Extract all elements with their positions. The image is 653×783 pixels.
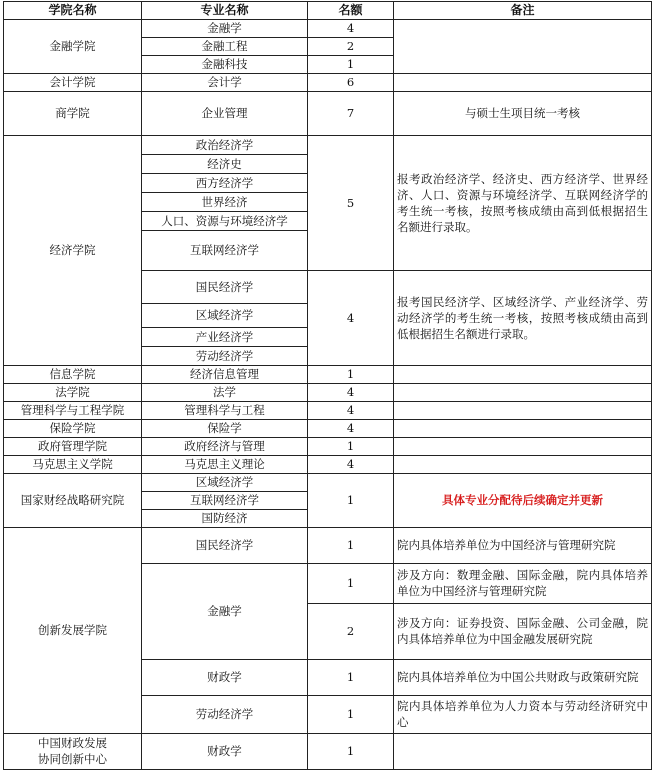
note-cell [394, 383, 652, 401]
table-row [4, 437, 652, 455]
note-cell [394, 695, 652, 733]
quota-cell: 7 [308, 91, 394, 135]
header-row [4, 2, 652, 20]
major-cell: 法学 [142, 383, 308, 401]
note-cell [394, 73, 652, 91]
note-text: 涉及方向：证券投资、国际金融、公司金融，院内具体培养单位为中国金融发展研究院 [397, 616, 648, 647]
note-cell [394, 19, 652, 73]
table-row [4, 527, 652, 563]
major-cell: 金融学 [142, 19, 308, 37]
note-cell [394, 603, 652, 659]
table-row [4, 91, 652, 135]
quota-cell: 1 [308, 733, 394, 769]
note-cell [394, 135, 652, 270]
header-note: 备注 [394, 2, 652, 20]
header-quota: 名额 [308, 2, 394, 20]
quota-cell: 4 [308, 383, 394, 401]
major-cell: 管理科学与工程 [142, 401, 308, 419]
quota-cell: 1 [308, 695, 394, 733]
college-cell: 创新发展学院 [4, 527, 142, 733]
table-row [4, 19, 652, 37]
major-cell: 金融工程 [142, 37, 308, 55]
note-text: 报考国民经济学、区域经济学、产业经济学、劳动经济学的考生统一考核，按照考核成绩由高到低根据招生名额进行录取。 [397, 294, 648, 341]
major-cell: 国防经济 [142, 509, 308, 527]
header-college: 学院名称 [4, 2, 142, 20]
major-cell: 国民经济学 [142, 527, 308, 563]
quota-cell: 1 [308, 527, 394, 563]
quota-cell: 4 [308, 419, 394, 437]
college-cell: 管理科学与工程学院 [4, 401, 142, 419]
college-cell: 政府管理学院 [4, 437, 142, 455]
college-cell: 国家财经战略研究院 [4, 473, 142, 527]
table-row [4, 473, 652, 491]
college-cell: 保险学院 [4, 419, 142, 437]
college-cell: 商学院 [4, 91, 142, 135]
note-text: 报考政治经济学、经济史、西方经济学、世界经济、人口、资源与环境经济学、互联网经济学的考生统一考核，按照考核成绩由高到低根据招生名额进行录取。 [397, 171, 648, 234]
quota-cell: 1 [308, 437, 394, 455]
note-cell [394, 437, 652, 455]
table-row [4, 365, 652, 383]
major-cell: 西方经济学 [142, 173, 308, 192]
college-cell: 法学院 [4, 383, 142, 401]
major-cell: 经济信息管理 [142, 365, 308, 383]
quota-cell: 1 [308, 659, 394, 695]
note-cell [394, 659, 652, 695]
college-cell: 经济学院 [4, 135, 142, 365]
note-cell: 具体专业分配待后续确定并更新 [394, 473, 652, 527]
major-cell: 金融学 [142, 563, 308, 659]
college-cell [4, 733, 142, 769]
major-cell: 劳动经济学 [142, 695, 308, 733]
quota-cell: 1 [308, 365, 394, 383]
quota-cell: 4 [308, 19, 394, 37]
note-text: 院内具体培养单位为中国经济与管理研究院 [397, 538, 616, 553]
college-line: 中国财政发展 [38, 736, 107, 751]
note-cell [394, 270, 652, 365]
major-cell: 财政学 [142, 659, 308, 695]
table-row [4, 455, 652, 473]
table-row [4, 383, 652, 401]
college-line: 协同创新中心 [38, 752, 107, 767]
major-cell: 经济史 [142, 154, 308, 173]
major-cell: 互联网经济学 [142, 491, 308, 509]
major-cell: 互联网经济学 [142, 230, 308, 270]
college-cell: 马克思主义学院 [4, 455, 142, 473]
note-cell [394, 419, 652, 437]
quota-cell: 1 [308, 473, 394, 527]
major-cell: 区域经济学 [142, 303, 308, 327]
major-cell: 政治经济学 [142, 135, 308, 154]
quota-cell: 4 [308, 401, 394, 419]
table-row [4, 419, 652, 437]
quota-cell: 2 [308, 37, 394, 55]
header-major: 专业名称 [142, 2, 308, 20]
major-cell: 保险学 [142, 419, 308, 437]
college-cell: 金融学院 [4, 19, 142, 73]
quota-cell: 4 [308, 270, 394, 365]
table-row [4, 733, 652, 769]
table-row [4, 401, 652, 419]
note-text: 涉及方向：数理金融、国际金融，院内具体培养单位为中国经济与管理研究院 [397, 568, 648, 599]
major-cell: 马克思主义理论 [142, 455, 308, 473]
note-text: 院内具体培养单位为人力资本与劳动经济研究中心 [397, 699, 648, 730]
major-cell: 劳动经济学 [142, 346, 308, 365]
note-cell: 与硕士生项目统一考核 [394, 91, 652, 135]
major-cell: 会计学 [142, 73, 308, 91]
major-cell: 产业经济学 [142, 327, 308, 346]
note-cell [394, 563, 652, 603]
enrollment-table [3, 1, 652, 770]
note-cell [394, 733, 652, 769]
major-cell: 财政学 [142, 733, 308, 769]
note-cell [394, 455, 652, 473]
college-cell: 信息学院 [4, 365, 142, 383]
major-cell: 人口、资源与环境经济学 [142, 211, 308, 230]
major-cell: 世界经济 [142, 192, 308, 211]
note-text: 院内具体培养单位为中国公共财政与政策研究院 [397, 670, 639, 685]
quota-cell: 4 [308, 455, 394, 473]
quota-cell: 5 [308, 135, 394, 270]
quota-cell: 1 [308, 563, 394, 603]
note-cell [394, 365, 652, 383]
major-cell: 区域经济学 [142, 473, 308, 491]
major-cell: 金融科技 [142, 55, 308, 73]
note-cell [394, 527, 652, 563]
major-cell: 国民经济学 [142, 270, 308, 303]
table-row [4, 135, 652, 154]
major-cell: 政府经济与管理 [142, 437, 308, 455]
quota-cell: 6 [308, 73, 394, 91]
college-cell: 会计学院 [4, 73, 142, 91]
table-row [4, 73, 652, 91]
quota-cell: 2 [308, 603, 394, 659]
note-cell [394, 401, 652, 419]
quota-cell: 1 [308, 55, 394, 73]
major-cell: 企业管理 [142, 91, 308, 135]
